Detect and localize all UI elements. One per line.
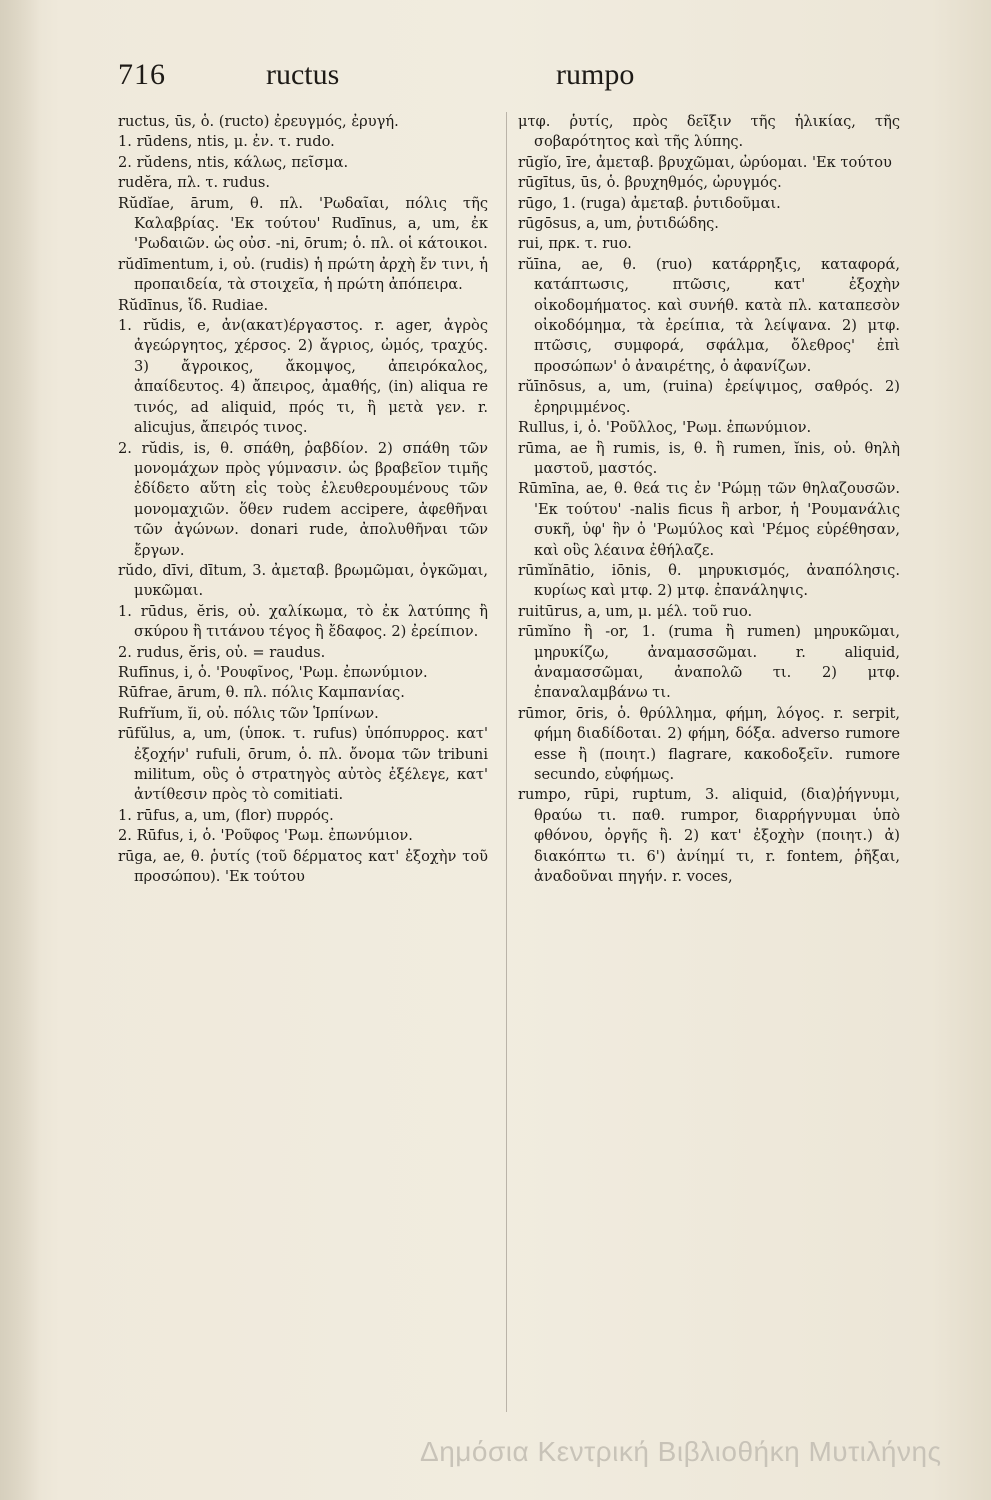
dictionary-entry: 1. rŭdis, e, ἀν(ακατ)έργαστος. r. ager, ἀγρὸς ἀγεώργητος, χέρσος. 2) ἄγριος, ὠμός, τραχύς. 3) ἄγροικος, ἄκομψος, ἀπειρόκαλος, ἀπαίδευτος. 4) ἄπειρος, ἀμαθής, (in) aliqua re τινός, ad aliquid, πρός τι, ἢ μετὰ γεν. r. alicujus, ἄπειρός τινος.: [118, 317, 488, 437]
dictionary-entry: rūmĭnātio, iōnis, θ. μηρυκισμός, ἀναπόλησις. κυρίως καὶ μτφ. 2) μτφ. ἐπανάληψις.: [518, 561, 900, 600]
dictionary-entry: Rufrĭum, ĭi, οὐ. πόλις τῶν Ἱρπίνων.: [118, 704, 379, 722]
running-header: [118, 58, 938, 102]
dictionary-entry: 1. rūfus, a, um, (flor) πυρρός.: [118, 806, 334, 824]
page-number: 716: [118, 58, 166, 91]
dictionary-entry: rūgo, 1. (ruga) ἀμεταβ. ῥυτιδοῦμαι.: [518, 194, 781, 212]
dictionary-entry: Rufīnus, i, ὁ. 'Ρουφῖνος, 'Ρωμ. ἐπωνύμιον.: [118, 663, 428, 681]
dictionary-entry: rudĕra, πλ. τ. rudus.: [118, 174, 271, 192]
dictionary-entry: rūmĭno ἢ -or, 1. (ruma ἢ rumen) μηρυκῶμαι, μηρυκίζω, ἀναμασσῶμαι. r. aliquid, ἀναμασσῶμαι, ἀναπολῶ τι. 2) μτφ. ἐπαναλαμβάνω τι.: [518, 623, 900, 702]
dictionary-entry: μτφ. ῥυτίς, πρὸς δεῖξιν τῆς ἡλικίας, τῆς σοβαρότητος καὶ τῆς λύπης.: [518, 113, 900, 151]
dictionary-entry: rūgōsus, a, um, ῥυτιδώδης.: [518, 215, 719, 233]
left-running-headword: ructus: [266, 58, 340, 91]
dictionary-entry: rūma, ae ἢ rumis, is, θ. ἢ rumen, ĭnis, οὐ. θηλὴ μαστοῦ, μαστός.: [518, 439, 900, 477]
dictionary-entry: rūmor, ōris, ὁ. θρύλλημα, φήμη, λόγος. r. serpit, φήμη διαδίδοται. 2) φήμη, δόξα. adverso rumore esse ἢ (ποιητ.) flagrare, κακοδοξεῖν. rumore secundo, εὐφήμως.: [518, 704, 900, 783]
dictionary-entry: 2. rŭdens, ntis, κάλως, πεῖσμα.: [118, 153, 349, 171]
dictionary-entry: rūfŭlus, a, um, (ὑποκ. τ. rufus) ὑπόπυρρος. κατ' ἐξοχήν' rufuli, ōrum, ὁ. πλ. ὄνομα τῶν tribuni militum, οὓς ὁ στρατηγὸς αὐτὸς ἐξέλεγε, κατ' ἀντίθεσιν πρὸς τὸ comitiati.: [118, 725, 488, 804]
left-column: [118, 112, 488, 887]
dictionary-entry: rui, πρκ. τ. ruo.: [518, 235, 632, 253]
dictionary-entry: rūgītus, ūs, ὁ. βρυχηθμός, ὠρυγμός.: [518, 174, 782, 192]
dictionary-entry: Rullus, i, ὁ. 'Ροῦλλος, 'Ρωμ. ἐπωνύμιον.: [518, 419, 812, 437]
dictionary-entry: Rūfrae, ārum, θ. πλ. πόλις Καμπανίας.: [118, 684, 405, 702]
page-edge-shadow: [0, 0, 40, 1500]
library-watermark: Δημόσια Κεντρική Βιβλιοθήκη Μυτιλήνης: [420, 1436, 942, 1467]
dictionary-entry: rŭdīmentum, i, οὐ. (rudis) ἡ πρώτη ἀρχὴ ἔν τινι, ἡ προπαιδεία, τὰ στοιχεῖα, ἡ πρώτη ἀπόπειρα.: [118, 255, 488, 294]
dictionary-entry: 1. rūdus, ĕris, οὐ. χαλίκωμα, τὸ ἐκ λατύπης ἢ σκύρου ἢ τιτάνου τέγος ἢ ἔδαφος. 2) ἐρείπιον.: [118, 602, 488, 641]
right-column: [518, 112, 900, 887]
column-divider: [506, 112, 507, 1412]
dictionary-entry: Rŭdīnus, ἴδ. Rudiae.: [118, 296, 269, 314]
dictionary-entry: Rūmīna, ae, θ. θεά τις ἐν 'Ρώμῃ τῶν θηλαζουσῶν. 'Εκ τούτου' -nalis ficus ἢ arbor, ἡ 'Ρουμανάλις συκῆ, ὑφ' ἣν ὁ 'Ρωμύλος καὶ 'Ρέμος εὑρέθησαν, καὶ οὓς λέαινα ἐθήλαζε.: [518, 480, 900, 559]
dictionary-entry: 2. Rūfus, i, ὁ. 'Ροῦφος 'Ρωμ. ἐπωνύμιον.: [118, 827, 413, 845]
dictionary-entry: ructus, ūs, ὁ. (ructo) ἐρευγμός, ἐρυγή.: [118, 113, 399, 130]
dictionary-entry: Rŭdĭae, ārum, θ. πλ. 'Ρωδαῖαι, πόλις τῆς Καλαβρίας. 'Εκ τούτου' Rudīnus, a, um, ἐκ 'Ρωδαιῶν. ὡς οὐσ. -ni, ōrum; ὁ. πλ. οἱ κάτοικοι.: [118, 194, 488, 253]
dictionary-entry: 2. rŭdis, is, θ. σπάθη, ῥαβδίον. 2) σπάθη τῶν μονομάχων πρὸς γύμνασιν. ὡς βραβεῖον τιμῆς ἐδίδετο αὕτη εἰς τοὺς ἐλευθερουμένους τῶν μονομαχιῶν. ὅθεν rudem accipere, ἀφεθῆναι τῶν ἀγώνων. donari rude, ἀπολυθῆναι τῶν ἔργων.: [118, 439, 488, 559]
dictionary-entry: ruitūrus, a, um, μ. μέλ. τοῦ ruo.: [518, 602, 753, 620]
dictionary-entry: rumpo, rūpi, ruptum, 3. aliquid, (δια)ῥήγνυμι, θραύω τι. παθ. rumpor, διαρρήγνυμαι ὑπὸ φθόνου, ὀργῆς ἢ. 2) κατ' ἐξοχὴν (ποιητ.) ἀ) διακόπτω τι. 6') ἀνίημί τι, r. fontem, ῥῆξαι, ἀναδοῦναι πηγήν. r. voces,: [518, 786, 900, 886]
dictionary-entry: 1. rūdens, ntis, μ. ἐν. τ. rudo.: [118, 133, 335, 151]
dictionary-entry: 2. rudus, ĕris, οὐ. = raudus.: [118, 643, 326, 661]
dictionary-entry: rŭīnōsus, a, um, (ruina) ἐρείψιμος, σαθρός. 2) ἐρηριμμένος.: [518, 378, 900, 416]
dictionary-entry: rŭīna, ae, θ. (ruo) κατάρρηξις, καταφορά, κατάπτωσις, πτῶσις, κατ' ἐξοχὴν οἰκοδομήματος. καὶ συνήθ. κατὰ πλ. καταπεσὸν οἰκοδόμημα, τὰ ἐρείπια, τὰ λείψανα. 2) μτφ. πτῶσις, συμφορά, σφάλμα, ὄλεθρος' ἐπὶ προσώπων' ὁ ἀναιρέτης, ὁ ἀφανίζων.: [518, 255, 900, 375]
dictionary-entry: rūga, ae, θ. ῥυτίς (τοῦ δέρματος κατ' ἐξοχὴν τοῦ προσώπου). 'Εκ τούτου: [118, 847, 488, 886]
dictionary-entry: rūgĭo, īre, ἀμεταβ. βρυχῶμαι, ὠρύομαι. 'Εκ τούτου: [518, 153, 892, 171]
dictionary-entry: rŭdo, dīvi, dītum, 3. ἀμεταβ. βρωμῶμαι, ὀγκῶμαι, μυκῶμαι.: [118, 561, 488, 600]
right-running-headword: rumpo: [556, 58, 635, 91]
